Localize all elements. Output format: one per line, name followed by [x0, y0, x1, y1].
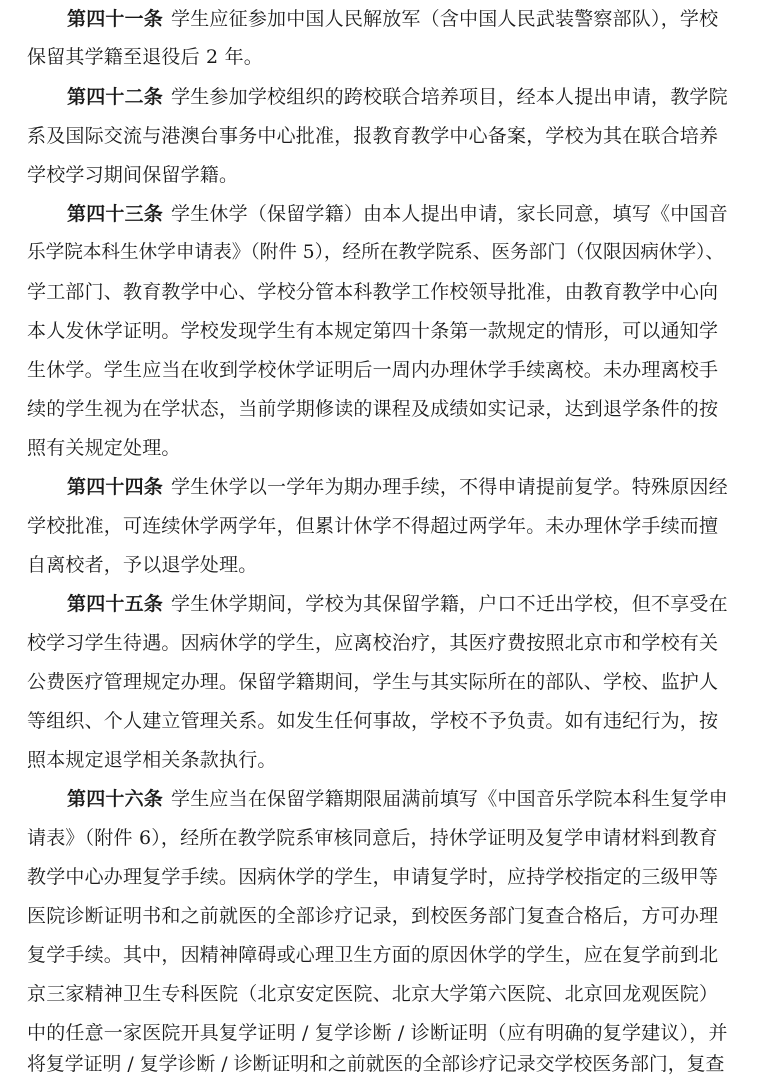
article-45-line-1: 第四十五条 学生休学期间，学校为其保留学籍，户口不迁出学校，但不享受在 [67, 593, 728, 615]
article-45-number: 第四十五条 [67, 593, 164, 615]
article-43-line-4: 本人发休学证明。学校发现学生有本规定第四十条第一款规定的情形，可以通知学 [27, 320, 719, 342]
article-43-line-7: 照有关规定处理。 [27, 437, 181, 459]
article-43-line-1: 第四十三条 学生休学（保留学籍）由本人提出申请，家长同意，填写《中国音 [67, 203, 728, 225]
article-46-line-8: 将复学证明 / 复学诊断 / 诊断证明和之前就医的全部诊疗记录交学校医务部门，复查 [27, 1053, 725, 1075]
article-46-line-1: 第四十六条 学生应当在保留学籍期限届满前填写《中国音乐学院本科生复学申 [67, 788, 728, 810]
article-46-number: 第四十六条 [67, 788, 164, 810]
article-45-line-4: 等组织、个人建立管理关系。如发生任何事故，学校不予负责。如有违纪行为，按 [27, 710, 719, 732]
article-43-line-2: 乐学院本科生休学申请表》（附件 5），经所在教学院系、医务部门（仅限因病休学）、 [27, 242, 724, 263]
article-41-line-1: 第四十一条 学生应征参加中国人民解放军（含中国人民武装警察部队），学校 [67, 8, 719, 30]
article-43-line-5: 生休学。学生应当在收到学校休学证明后一周内办理休学手续离校。未办理离校手 [27, 359, 719, 381]
article-41-line-2: 保留其学籍至退役后 2 年。 [27, 46, 263, 68]
article-43-line-6: 续的学生视为在学状态，当前学期修读的课程及成绩如实记录，达到退学条件的按 [27, 398, 719, 420]
article-41-number: 第四十一条 [67, 8, 164, 30]
article-45-line-3: 公费医疗管理规定办理。保留学籍期间，学生与其实际所在的部队、学校、监护人 [27, 671, 719, 693]
article-42-line-2: 系及国际交流与港澳台事务中心批准，报教育教学中心备案，学校为其在联合培养 [27, 125, 719, 147]
article-42-line-1: 第四十二条 学生参加学校组织的跨校联合培养项目，经本人提出申请，教学院 [67, 86, 728, 108]
article-44-line-1: 第四十四条 学生休学以一学年为期办理手续，不得申请提前复学。特殊原因经 [67, 476, 728, 498]
article-43-number: 第四十三条 [67, 203, 164, 225]
article-46-line-3: 教学中心办理复学手续。因病休学的学生，申请复学时，应持学校指定的三级甲等 [27, 866, 719, 888]
article-46-line-2: 请表》（附件 6），经所在教学院系审核同意后，持休学证明及复学申请材料到教育 [27, 827, 718, 849]
article-46-line-5: 复学手续。其中，因精神障碍或心理卫生方面的原因休学的学生，应在复学前到北 [27, 944, 719, 966]
article-42-number: 第四十二条 [67, 86, 164, 108]
article-45-line-2: 校学习学生待遇。因病休学的学生，应离校治疗，其医疗费按照北京市和学校有关 [27, 632, 719, 654]
article-44-number: 第四十四条 [67, 476, 164, 498]
article-44-line-3: 自离校者，予以退学处理。 [27, 554, 258, 576]
article-45-line-5: 照本规定退学相关条款执行。 [27, 749, 277, 771]
article-46-line-7: 中的任意一家医院开具复学证明 / 复学诊断 / 诊断证明（应有明确的复学建议），并 [27, 1022, 728, 1044]
article-44-line-2: 学校批准，可连续休学两学年，但累计休学不得超过两学年。未办理休学手续而擅 [27, 515, 719, 537]
article-46-line-4: 医院诊断证明书和之前就医的全部诊疗记录，到校医务部门复查合格后，方可办理 [27, 905, 719, 927]
article-46-line-6: 京三家精神卫生专科医院（北京安定医院、北京大学第六医院、北京回龙观医院） [27, 983, 719, 1005]
article-42-line-3: 学校学习期间保留学籍。 [27, 164, 239, 186]
article-43-line-3: 学工部门、教育教学中心、学校分管本科教学工作校领导批准，由教育教学中心向 [27, 281, 719, 303]
